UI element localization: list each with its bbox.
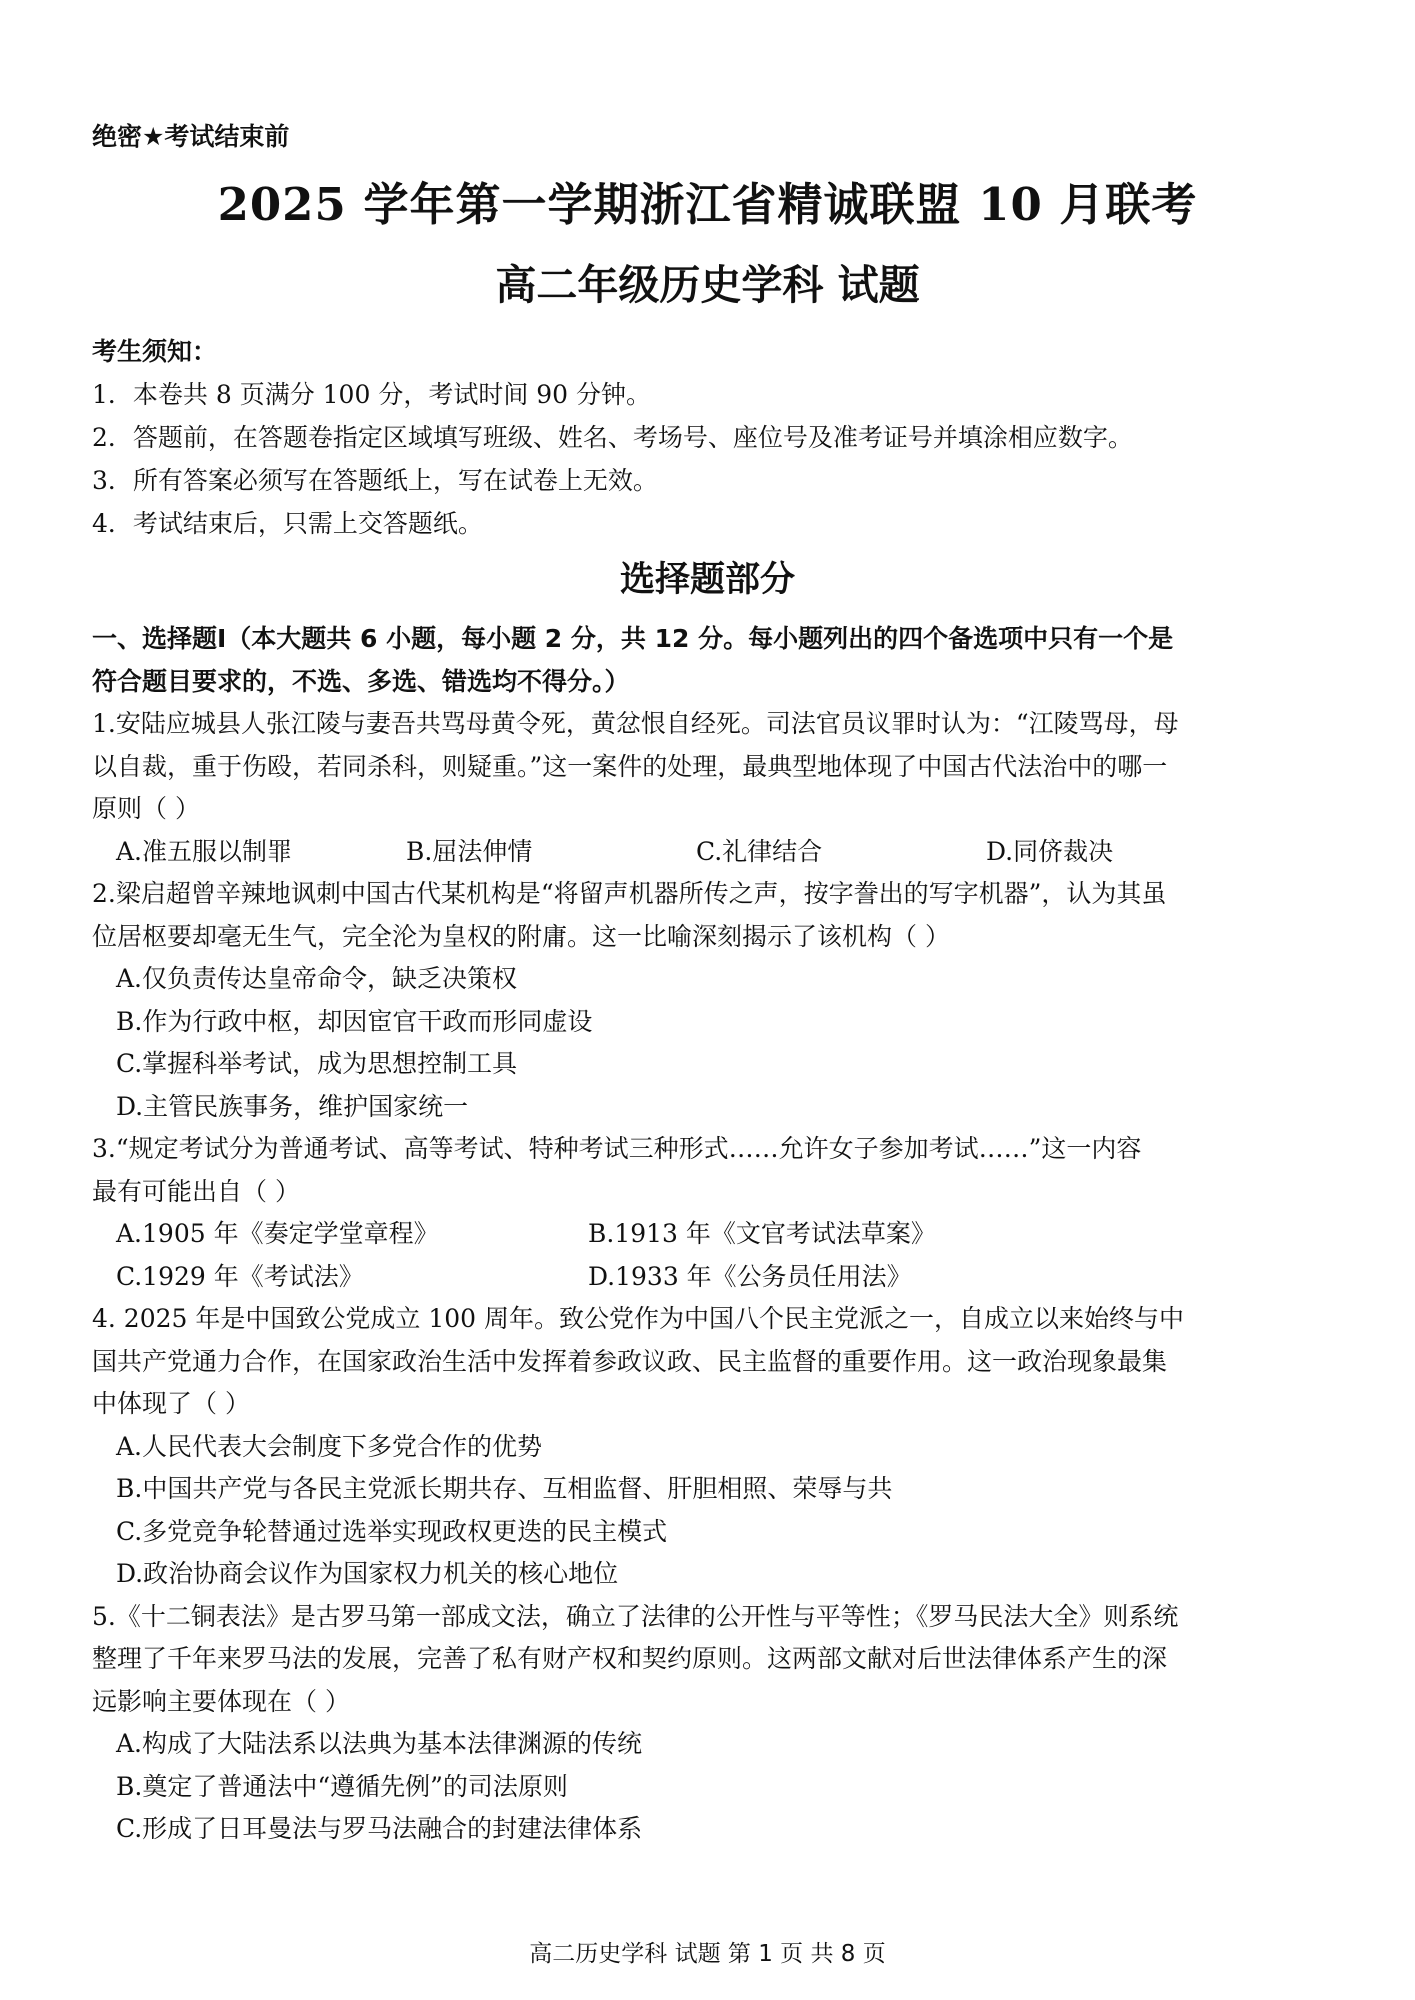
option-a: A.人民代表大会制度下多党合作的优势 bbox=[116, 1431, 543, 1461]
question-text: 4. 2025 年是中国致公党成立 100 周年。致公党作为中国八个民主党派之一，自成立以来始终与中 bbox=[92, 1304, 1184, 1333]
exam-title: 2025 学年第一学期浙江省精诚联盟 10 月联考 bbox=[217, 178, 1198, 231]
option-b: B.奠定了普通法中“遵循先例”的司法原则 bbox=[116, 1771, 568, 1801]
options-row bbox=[92, 1256, 1324, 1299]
question-text: 整理了千年来罗马法的发展，完善了私有财产权和契约原则。这两部文献对后世法律体系产生的深 bbox=[92, 1644, 1168, 1673]
section-title: 选择题部分 bbox=[619, 559, 795, 600]
option-a: A.仅负责传达皇帝命令，缺乏决策权 bbox=[116, 964, 518, 993]
option-b: B.1913 年《文官考试法草案》 bbox=[588, 1219, 936, 1248]
question-text: 远影响主要体现在（ ） bbox=[92, 1686, 350, 1716]
question-text: 以自裁，重于伤殴，若同杀科，则疑重。”这一案件的处理，最典型地体现了中国古代法治中的哪一 bbox=[92, 751, 1168, 781]
question-text: 中体现了（ ） bbox=[92, 1389, 250, 1418]
option-b: B.作为行政中枢，却因宦官干政而形同虚设 bbox=[116, 1006, 593, 1036]
question-5 bbox=[92, 1596, 1324, 1851]
question-text: 2.梁启超曾辛辣地讽刺中国古代某机构是“将留声机器所传之声，按字誊出的写字机器”，认为其虽 bbox=[92, 879, 1167, 908]
question-text: 1.安陆应城县人张江陵与妻吾共骂母黄令死，黄忿恨自经死。司法官员议罪时认为：“江陵骂母，母 bbox=[92, 709, 1179, 738]
notice-item: 3．所有答案必须写在答题纸上，写在试卷上无效。 bbox=[92, 466, 658, 495]
option-b: B.中国共产党与各民主党派长期共存、互相监督、肝胆相照、荣辱与共 bbox=[116, 1474, 893, 1503]
question-text: 位居枢要却毫无生气，完全沦为皇权的附庸。这一比喻深刻揭示了该机构（ ） bbox=[92, 921, 950, 951]
question-3 bbox=[92, 1128, 1324, 1298]
option-a: A.1905 年《奏定学堂章程》 bbox=[116, 1219, 439, 1248]
option-c: C.礼律结合 bbox=[696, 836, 823, 866]
question-text: 最有可能出自（ ） bbox=[92, 1176, 300, 1206]
notice-item: 1．本卷共 8 页满分 100 分，考试时间 90 分钟。 bbox=[92, 380, 652, 409]
notice-item: 2．答题前，在答题卷指定区域填写班级、姓名、考场号、座位号及准考证号并填涂相应数字。 bbox=[92, 423, 1133, 452]
question-list bbox=[92, 618, 1324, 1851]
section-instruction bbox=[92, 618, 1324, 703]
question-1 bbox=[92, 703, 1324, 873]
confidential-mark: 绝密★考试结束前 bbox=[92, 122, 290, 151]
option-c: C.1929 年《考试法》 bbox=[116, 1261, 364, 1291]
notice-item: 4．考试结束后，只需上交答题纸。 bbox=[92, 509, 483, 538]
question-4 bbox=[92, 1298, 1324, 1596]
option-d: D.政治协商会议作为国家权力机关的核心地位 bbox=[116, 1559, 619, 1588]
question-text: 5.《十二铜表法》是古罗马第一部成文法，确立了法律的公开性与平等性；《罗马民法大全》则系统 bbox=[92, 1601, 1179, 1631]
option-a: A.准五服以制罪 bbox=[116, 836, 293, 866]
options-row bbox=[92, 831, 1324, 874]
option-a: A.构成了大陆法系以法典为基本法律渊源的传统 bbox=[116, 1729, 643, 1758]
candidate-notice bbox=[92, 330, 1133, 545]
option-d: D.同侪裁决 bbox=[986, 836, 1114, 866]
options-row bbox=[92, 1213, 1324, 1256]
question-text: 国共产党通力合作，在国家政治生活中发挥着参政议政、民主监督的重要作用。这一政治现象最集 bbox=[92, 1346, 1168, 1376]
notice-heading: 考生须知： bbox=[92, 337, 218, 366]
page-footer: 高二历史学科 试题 第 1 页 共 8 页 bbox=[529, 1941, 886, 1967]
instruction-line: 符合题目要求的，不选、多选、错选均不得分。） bbox=[92, 666, 630, 696]
option-c: C.多党竞争轮替通过选举实现政权更迭的民主模式 bbox=[116, 1516, 668, 1546]
question-2 bbox=[92, 873, 1324, 1128]
option-d: D.1933 年《公务员任用法》 bbox=[588, 1261, 912, 1291]
question-text: 3.“规定考试分为普通考试、高等考试、特种考试三种形式……允许女子参加考试……”这一内容 bbox=[92, 1134, 1142, 1163]
exam-subtitle: 高二年级历史学科 试题 bbox=[495, 261, 920, 309]
option-b: B.屈法伸情 bbox=[406, 836, 533, 866]
option-d: D.主管民族事务，维护国家统一 bbox=[116, 1091, 469, 1121]
question-text: 原则（ ） bbox=[92, 794, 200, 823]
option-c: C.掌握科举考试，成为思想控制工具 bbox=[116, 1049, 518, 1078]
option-c: C.形成了日耳曼法与罗马法融合的封建法律体系 bbox=[116, 1814, 643, 1843]
instruction-line: 一、选择题Ⅰ（本大题共 6 小题，每小题 2 分，共 12 分。每小题列出的四个备选项中只有一个是 bbox=[92, 624, 1174, 653]
